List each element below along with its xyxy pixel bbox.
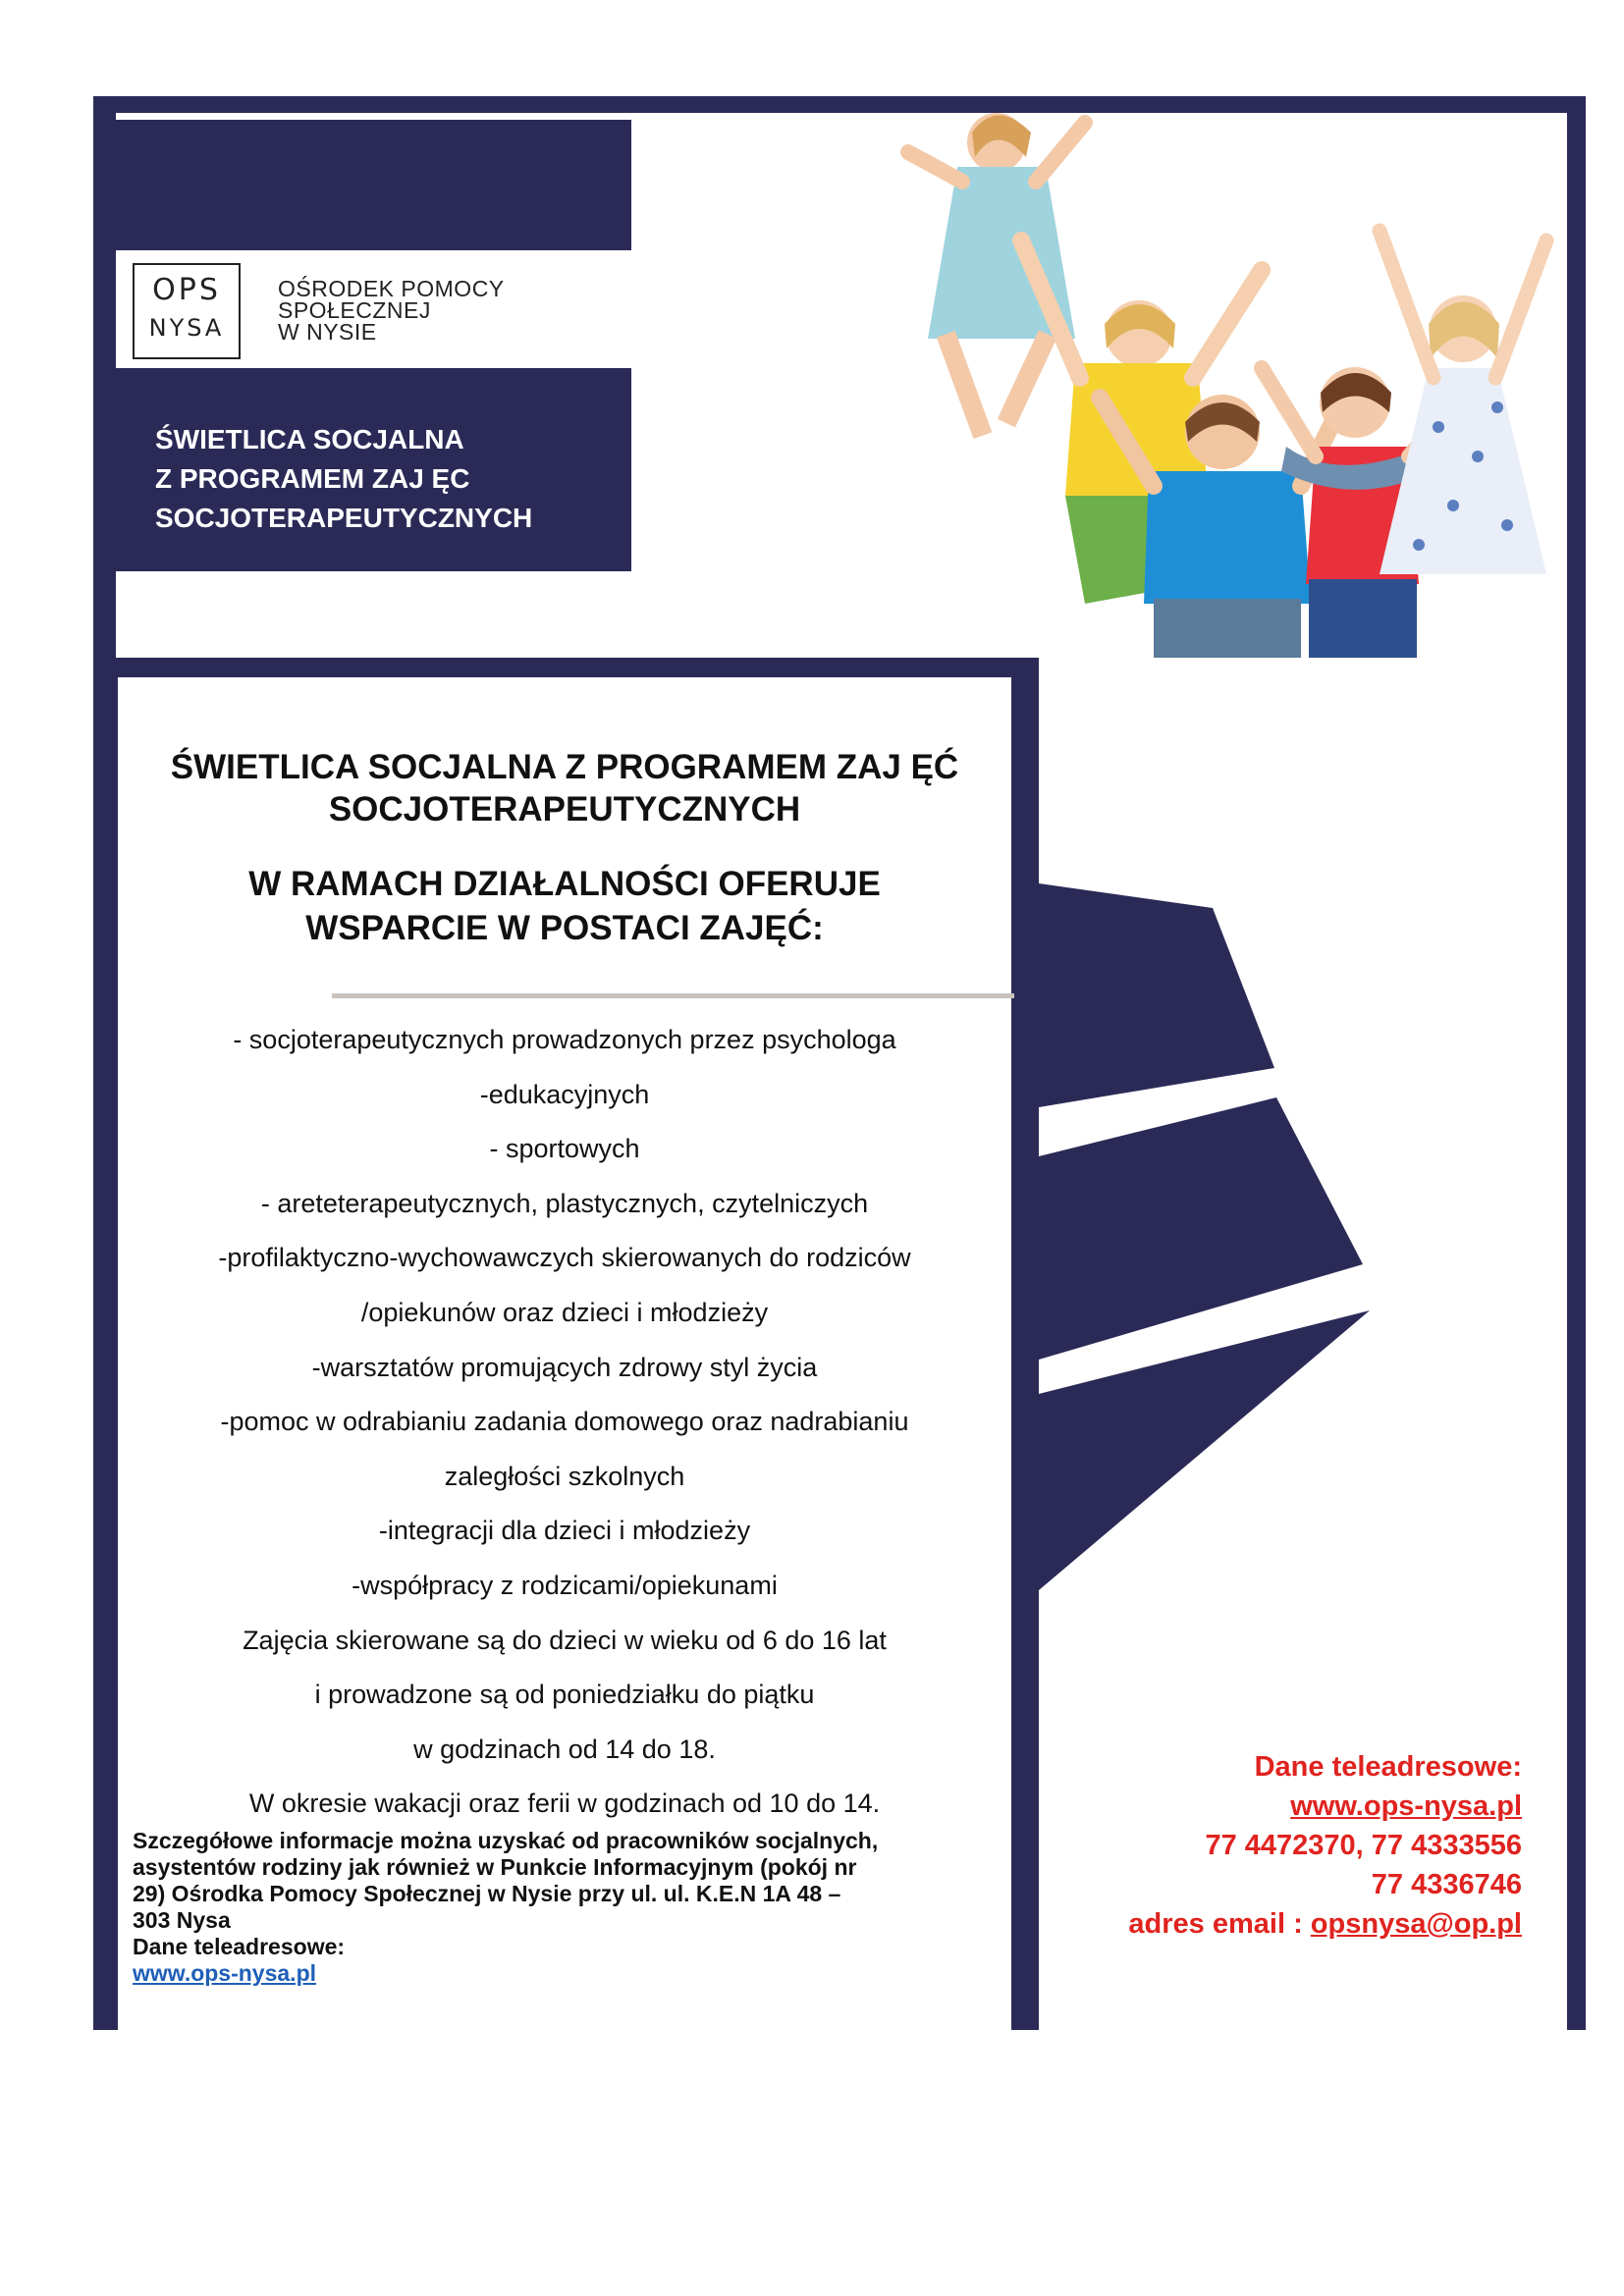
list-item: -profilaktyczno-wychowawczych skierowanych do rodziców <box>218 1243 911 1273</box>
header-title-line: ŚWIETLICA SOCJALNA <box>155 424 464 454</box>
contact-website-link[interactable]: www.ops-nysa.pl <box>1290 1790 1522 1822</box>
main-title-line: ŚWIETLICA SOCJALNA Z PROGRAMEM ZAJ ĘĆ <box>170 748 959 786</box>
list-item: i prowadzone są od poniedziałku do piątku <box>314 1680 815 1710</box>
header-title <box>155 420 532 538</box>
list-item: /opiekunów oraz dzieci i młodzieży <box>360 1297 769 1327</box>
navy-shape-upper <box>1039 883 1274 1107</box>
list-item: -edukacyjnych <box>479 1079 650 1109</box>
info-line: 303 Nysa <box>133 1907 231 1933</box>
info-line: Szczegółowe informacje można uzyskać od pracowników socjalnych, <box>133 1828 879 1853</box>
header-title-line: Z PROGRAMEM ZAJ ĘC <box>155 463 470 494</box>
logo-organization-name <box>278 278 505 343</box>
list-item: -integracji dla dzieci i młodzieży <box>378 1516 751 1546</box>
navy-shape-middle <box>1039 1097 1363 1360</box>
main-subtitle-line: W RAMACH DZIAŁALNOŚCI OFERUJE <box>248 865 881 903</box>
website-link[interactable]: www.ops-nysa.pl <box>133 1960 317 1986</box>
email-link[interactable]: opsnysa@op.pl <box>1310 1908 1522 1940</box>
list-item: w godzinach od 14 do 18. <box>413 1734 716 1764</box>
list-item: Zajęcia skierowane są do dzieci w wieku od 6 do 16 lat <box>243 1625 887 1655</box>
children-jumping-photo <box>751 113 1566 658</box>
list-item: - sportowych <box>489 1134 640 1164</box>
logo-letters-top: OPS <box>152 273 221 307</box>
info-block <box>133 1828 997 1987</box>
list-item: -warsztatów promujących zdrowy styl życia <box>311 1352 818 1382</box>
contact-heading: Dane teleadresowe: <box>1254 1751 1522 1783</box>
info-line: Dane teleadresowe: <box>133 1934 346 1959</box>
section-divider <box>332 993 1014 998</box>
main-title <box>133 746 997 830</box>
info-line: asystentów rodziny jak również w Punkcie Informacyjnym (pokój nr <box>133 1854 857 1880</box>
logo-name-line: SPOŁECZNEJ <box>278 297 431 323</box>
activities-list <box>133 1013 997 1832</box>
navy-shape-lower <box>1039 1310 1370 1590</box>
logo-letters-bottom: NYSA <box>148 314 225 342</box>
list-item: zaległości szkolnych <box>444 1461 685 1491</box>
list-item: -współpracy z rodzicami/opiekunami <box>352 1570 778 1600</box>
main-title-line: SOCJOTERAPEUTYCZNYCH <box>328 790 801 828</box>
main-subtitle <box>133 862 997 950</box>
email-label: adres email : <box>1128 1908 1311 1940</box>
list-item: - areteterapeutycznych, plastycznych, czytelniczych <box>260 1188 869 1218</box>
ops-logo-icon <box>133 263 241 359</box>
logo-name-line: OŚRODEK POMOCY <box>278 276 505 301</box>
main-subtitle-line: WSPARCIE W POSTACI ZAJĘĆ: <box>305 909 824 947</box>
contact-phones-2: 77 4336746 <box>1371 1869 1522 1900</box>
list-item: W okresie wakacji oraz ferii w godzinach od 10 do 14. <box>248 1789 881 1819</box>
list-item: -pomoc w odrabianiu zadania domowego oraz nadrabianiu <box>220 1407 909 1437</box>
contact-phones: 77 4472370, 77 4333556 <box>1205 1830 1522 1861</box>
header-title-line: SOCJOTERAPEUTYCZNYCH <box>155 503 533 533</box>
list-item: - socjoterapeutycznych prowadzonych przez psychologa <box>233 1025 896 1054</box>
logo-name-line: W NYSIE <box>278 319 377 345</box>
info-line: 29) Ośrodka Pomocy Społecznej w Nysie przy ul. ul. K.E.N 1A 48 – <box>133 1881 841 1906</box>
contact-block <box>1041 1747 1522 1944</box>
